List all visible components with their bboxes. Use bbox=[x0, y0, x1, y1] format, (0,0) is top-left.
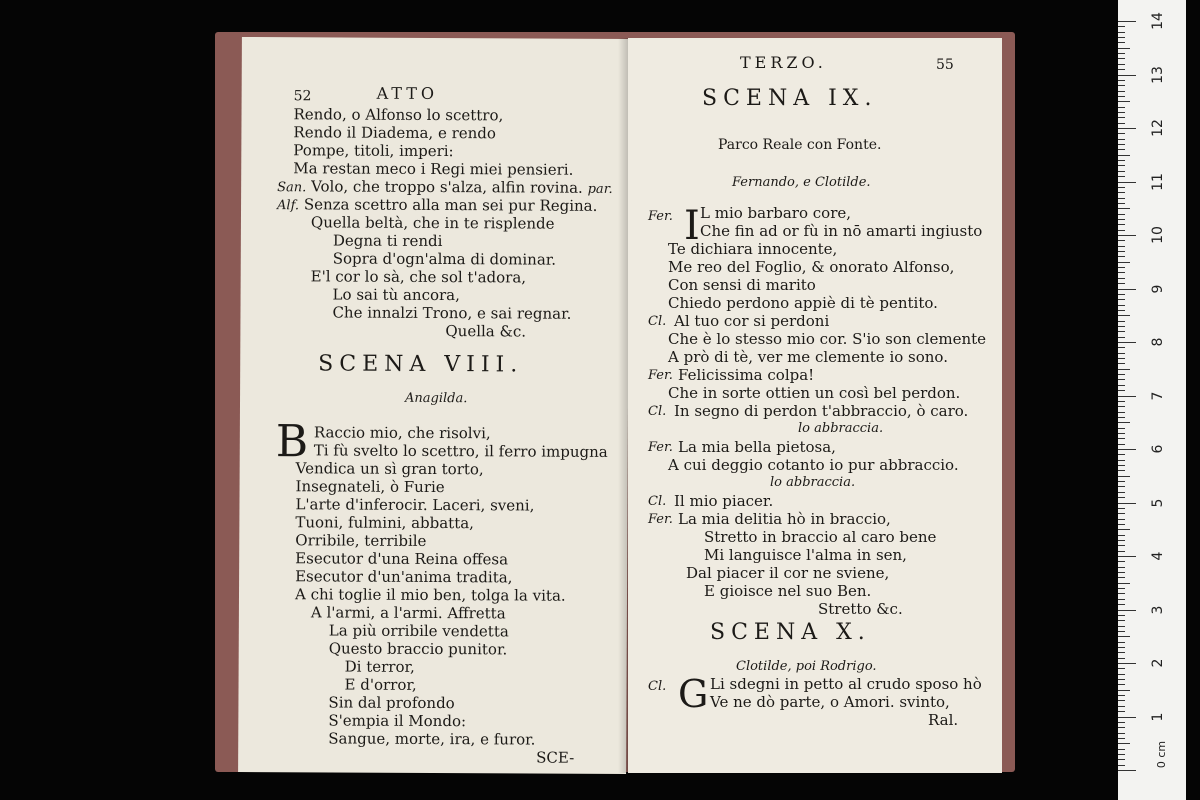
monologue-line: Tuoni, fulmini, abbatta, bbox=[295, 513, 475, 533]
speech-text: Senza scettro alla man sei pur Regina. bbox=[303, 195, 598, 215]
speech-line: Mi languisce l'alma in sen, bbox=[704, 546, 907, 564]
ruler-tick bbox=[1118, 224, 1125, 225]
ruler-tick bbox=[1118, 230, 1125, 231]
ruler-tick bbox=[1118, 101, 1130, 102]
ruler-tick bbox=[1118, 32, 1125, 33]
ruler-tick bbox=[1118, 96, 1125, 97]
ruler-tick bbox=[1118, 337, 1125, 338]
speech-line: Li sdegni in petto al crudo sposo hò bbox=[710, 675, 982, 693]
monologue-line: L'arte d'inferocir. Laceri, sveni, bbox=[295, 495, 535, 515]
ruler-number: 11 bbox=[1150, 172, 1166, 191]
ruler-tick bbox=[1118, 593, 1125, 594]
ruler-tick bbox=[1118, 374, 1125, 375]
ruler-tick bbox=[1118, 321, 1125, 322]
ruler-tick bbox=[1118, 556, 1136, 557]
left-page bbox=[238, 37, 630, 774]
ruler-tick bbox=[1118, 642, 1125, 643]
stage-direction: lo abbraccia. bbox=[798, 421, 884, 436]
ruler-tick bbox=[1118, 219, 1125, 220]
ruler-tick bbox=[1118, 422, 1130, 423]
ruler-tick bbox=[1118, 160, 1125, 161]
speech-line: Felicissima colpa! bbox=[678, 366, 815, 384]
ruler-tick bbox=[1118, 524, 1125, 525]
ruler-unit: 0 cm bbox=[1155, 740, 1169, 769]
ruler-tick bbox=[1118, 706, 1125, 707]
speech-line: Che fin ad or fù in nō amarti ingiusto bbox=[700, 222, 983, 240]
speaker-label: Cl. bbox=[648, 404, 667, 419]
monologue-line: E d'orror, bbox=[344, 675, 417, 694]
speech-text: Volo, che troppo s'alza, alfin rovina. bbox=[311, 177, 583, 197]
ruler-tick bbox=[1118, 305, 1125, 306]
ruler-tick bbox=[1118, 759, 1125, 760]
ruler-tick bbox=[1118, 267, 1125, 268]
aria-line: Sopra d'ogn'alma di dominar. bbox=[332, 249, 557, 269]
ruler-tick bbox=[1118, 433, 1125, 434]
monologue-line: Esecutor d'un'anima tradita, bbox=[295, 567, 513, 587]
ruler-tick bbox=[1118, 738, 1125, 739]
scene-character: Anagilda. bbox=[404, 390, 468, 407]
page-number: 55 bbox=[936, 57, 954, 73]
ruler-tick bbox=[1118, 203, 1125, 204]
ruler-tick bbox=[1118, 428, 1125, 429]
ruler-tick bbox=[1118, 572, 1125, 573]
speech-line: A prò di tè, ver me clemente io sono. bbox=[668, 348, 948, 366]
ruler-number: 13 bbox=[1150, 65, 1166, 84]
ruler-tick bbox=[1118, 123, 1125, 124]
ruler-tick bbox=[1118, 369, 1130, 370]
aria-end: Quella &c. bbox=[445, 322, 527, 341]
ruler-number: 1 bbox=[1150, 712, 1166, 721]
ruler-tick bbox=[1118, 599, 1125, 600]
ruler-tick bbox=[1118, 117, 1125, 118]
ruler-tick bbox=[1118, 529, 1130, 530]
catchword: SCE- bbox=[536, 748, 575, 767]
running-head: TERZO. bbox=[740, 53, 827, 72]
monologue-line: Questo braccio punitor. bbox=[328, 639, 508, 659]
ruler-tick bbox=[1118, 717, 1136, 718]
ruler-tick bbox=[1118, 503, 1136, 504]
ruler-tick bbox=[1118, 272, 1125, 273]
right-page bbox=[628, 38, 1002, 773]
speech-line: A cui deggio cotanto io pur abbraccio. bbox=[668, 456, 959, 474]
ruler-tick bbox=[1118, 198, 1125, 199]
ruler-tick bbox=[1118, 658, 1125, 659]
speaker-label: Alf. bbox=[277, 198, 300, 214]
ruler-number: 12 bbox=[1150, 119, 1166, 137]
monologue-line: Insegnateli, ò Furie bbox=[295, 477, 445, 497]
ruler-tick bbox=[1118, 182, 1136, 183]
ruler-tick bbox=[1118, 733, 1125, 734]
ruler-tick bbox=[1118, 401, 1125, 402]
ruler-tick bbox=[1118, 700, 1125, 701]
ruler-tick bbox=[1118, 347, 1125, 348]
speech-line: La mia delitia hò in braccio, bbox=[678, 510, 891, 528]
speaker-label: San. bbox=[277, 180, 307, 196]
ruler-tick bbox=[1118, 91, 1125, 92]
ruler-tick bbox=[1118, 663, 1136, 664]
ruler-tick bbox=[1118, 246, 1125, 247]
ruler-tick bbox=[1118, 155, 1130, 156]
measurement-ruler bbox=[1118, 0, 1186, 800]
ruler-tick bbox=[1118, 711, 1125, 712]
ruler-tick bbox=[1118, 331, 1125, 332]
ruler-tick bbox=[1118, 417, 1125, 418]
ruler-tick bbox=[1118, 26, 1125, 27]
ruler-tick bbox=[1118, 256, 1125, 257]
stage-direction: par. bbox=[587, 181, 613, 197]
ruler-tick bbox=[1118, 69, 1125, 70]
ruler-tick bbox=[1118, 289, 1136, 290]
speech-line: Che in sorte ottien un così bel perdon. bbox=[668, 384, 961, 402]
ruler-tick bbox=[1118, 679, 1125, 680]
ruler-tick bbox=[1118, 481, 1125, 482]
monologue-line: La più orribile vendetta bbox=[328, 621, 509, 641]
ruler-tick bbox=[1118, 149, 1125, 150]
speaker-label: Cl. bbox=[648, 494, 667, 509]
ruler-tick bbox=[1118, 358, 1125, 359]
ruler-tick bbox=[1118, 299, 1125, 300]
ruler-tick bbox=[1118, 513, 1125, 514]
ruler-tick bbox=[1118, 310, 1125, 311]
monologue-line: Di terror, bbox=[344, 657, 415, 676]
ruler-tick bbox=[1118, 315, 1130, 316]
ruler-tick bbox=[1118, 695, 1125, 696]
ruler-tick bbox=[1118, 208, 1130, 209]
drop-cap: B bbox=[275, 416, 309, 468]
ruler-tick bbox=[1118, 690, 1130, 691]
speech-line: Il mio piacer. bbox=[674, 492, 774, 510]
ruler-number: 10 bbox=[1150, 226, 1166, 244]
ruler-tick bbox=[1118, 620, 1125, 621]
ruler-tick bbox=[1118, 492, 1125, 493]
ruler-tick bbox=[1118, 406, 1125, 407]
ruler-tick bbox=[1118, 64, 1125, 65]
ruler-tick bbox=[1118, 379, 1125, 380]
ruler-tick bbox=[1118, 192, 1125, 193]
speech-line: E gioisce nel suo Ben. bbox=[704, 582, 872, 600]
ruler-tick bbox=[1118, 144, 1125, 145]
ruler-tick bbox=[1118, 107, 1125, 108]
ruler-number: 14 bbox=[1150, 12, 1166, 30]
aria-end: Stretto &c. bbox=[818, 600, 903, 618]
ruler-tick bbox=[1118, 583, 1130, 584]
aria-line: Che innalzi Trono, e sai regnar. bbox=[332, 303, 572, 323]
ruler-tick bbox=[1118, 42, 1125, 43]
ruler-number: 4 bbox=[1150, 551, 1166, 561]
ruler-tick bbox=[1118, 684, 1125, 685]
speaker-label: Fer. bbox=[648, 512, 673, 527]
ruler-tick bbox=[1118, 139, 1125, 140]
ruler-tick bbox=[1118, 465, 1125, 466]
scene-characters: Fernando, e Clotilde. bbox=[732, 175, 871, 190]
ruler-tick bbox=[1118, 53, 1125, 54]
ruler-tick bbox=[1118, 390, 1125, 391]
ruler-tick bbox=[1118, 561, 1125, 562]
ruler-tick bbox=[1118, 412, 1125, 413]
ruler-tick bbox=[1118, 444, 1125, 445]
ruler-tick bbox=[1118, 749, 1125, 750]
ruler-tick bbox=[1118, 363, 1125, 364]
monologue-line: Ti fù svelto lo scettro, il ferro impugna bbox=[313, 441, 608, 461]
ruler-tick bbox=[1118, 610, 1136, 611]
ruler-tick bbox=[1118, 551, 1125, 552]
ruler-tick bbox=[1118, 460, 1125, 461]
ruler-tick bbox=[1118, 743, 1130, 744]
speaker-label: Fer. bbox=[648, 368, 673, 383]
stage-direction: lo abbraccia. bbox=[770, 475, 856, 490]
ruler-tick bbox=[1118, 626, 1125, 627]
ruler-tick bbox=[1118, 668, 1125, 669]
ruler-tick bbox=[1118, 631, 1125, 632]
ruler-tick bbox=[1118, 342, 1136, 343]
monologue-line: Vendica un sì gran torto, bbox=[295, 459, 484, 479]
ruler-tick bbox=[1118, 396, 1136, 397]
ruler-tick bbox=[1118, 470, 1125, 471]
verse-line: Pompe, titoli, imperi: bbox=[293, 141, 454, 161]
ruler-tick bbox=[1118, 353, 1125, 354]
ruler-tick bbox=[1118, 727, 1125, 728]
speech-line: In segno di perdon t'abbraccio, ò caro. bbox=[674, 402, 969, 420]
ruler-tick bbox=[1118, 508, 1125, 509]
ruler-tick bbox=[1118, 765, 1125, 766]
ruler-number: 5 bbox=[1150, 498, 1166, 507]
ruler-tick bbox=[1118, 636, 1130, 637]
ruler-number: 6 bbox=[1150, 444, 1166, 454]
ruler-tick bbox=[1118, 674, 1125, 675]
page-number: 52 bbox=[293, 88, 312, 105]
ruler-tick bbox=[1118, 48, 1130, 49]
speaker-label: Fer. bbox=[648, 209, 673, 224]
ruler-number: 9 bbox=[1150, 284, 1166, 293]
ruler-tick bbox=[1118, 588, 1125, 589]
speech-line: La mia bella pietosa, bbox=[678, 438, 836, 456]
ruler-number: 3 bbox=[1150, 605, 1166, 614]
ruler-number: 2 bbox=[1150, 658, 1166, 668]
speech-line: Con sensi di marito bbox=[668, 276, 816, 294]
ruler-number: 8 bbox=[1150, 337, 1166, 347]
ruler-tick bbox=[1118, 385, 1125, 386]
ruler-tick bbox=[1118, 37, 1125, 38]
ruler-tick bbox=[1118, 187, 1125, 188]
aria-line: Quella beltà, che in te risplende bbox=[310, 213, 555, 233]
scene-title: SCENA IX. bbox=[702, 86, 878, 111]
ruler-tick bbox=[1118, 615, 1125, 616]
ruler-tick bbox=[1118, 540, 1125, 541]
ruler-tick bbox=[1118, 58, 1125, 59]
ruler-tick bbox=[1118, 80, 1125, 81]
speaker-label: Cl. bbox=[648, 314, 667, 329]
ruler-tick bbox=[1118, 567, 1125, 568]
ruler-tick bbox=[1118, 770, 1136, 771]
drop-cap: G bbox=[678, 672, 709, 716]
speech-line: Dal piacer il cor ne sviene, bbox=[686, 564, 890, 582]
ruler-tick bbox=[1118, 176, 1125, 177]
monologue-line: Orribile, terribile bbox=[295, 531, 427, 550]
monologue-line: Raccio mio, che risolvi, bbox=[313, 423, 491, 443]
ruler-tick bbox=[1118, 476, 1130, 477]
scene-characters: Clotilde, poi Rodrigo. bbox=[736, 659, 877, 674]
ruler-tick bbox=[1118, 604, 1125, 605]
ruler-number: 7 bbox=[1150, 391, 1166, 400]
ruler-tick bbox=[1118, 112, 1125, 113]
ruler-tick bbox=[1118, 214, 1125, 215]
ruler-tick bbox=[1118, 497, 1125, 498]
speech-line: Stretto in braccio al caro bene bbox=[704, 528, 937, 546]
ruler-tick bbox=[1118, 128, 1136, 129]
verse-line: Rendo il Diadema, e rendo bbox=[293, 123, 497, 143]
speech-line: Al tuo cor si perdoni bbox=[674, 312, 830, 330]
speech-line: Me reo del Foglio, & onorato Alfonso, bbox=[668, 258, 955, 276]
ruler-tick bbox=[1118, 75, 1136, 76]
ruler-tick bbox=[1118, 278, 1125, 279]
verse-line: Ma restan meco i Regi miei pensieri. bbox=[293, 159, 574, 179]
speech-line: Ve ne dò parte, o Amori. svinto, bbox=[710, 693, 950, 711]
ruler-tick bbox=[1118, 722, 1125, 723]
speech-line: Te dichiara innocente, bbox=[668, 240, 838, 258]
ruler-tick bbox=[1118, 283, 1125, 284]
ruler-tick bbox=[1118, 438, 1125, 439]
ruler-tick bbox=[1118, 535, 1125, 536]
ruler-tick bbox=[1118, 652, 1125, 653]
verse-line: Rendo, o Alfonso lo scettro, bbox=[293, 105, 504, 125]
ruler-tick bbox=[1118, 577, 1125, 578]
ruler-tick bbox=[1118, 21, 1136, 22]
scene-title: SCENA VIII. bbox=[318, 351, 524, 378]
ruler-tick bbox=[1118, 165, 1125, 166]
aria-line: Degna ti rendi bbox=[332, 231, 443, 251]
ruler-tick bbox=[1118, 545, 1125, 546]
ruler-tick bbox=[1118, 171, 1125, 172]
scene-setting: Parco Reale con Fonte. bbox=[718, 137, 882, 153]
speech-line: Che è lo stesso mio cor. S'io son clemente bbox=[668, 330, 987, 348]
monologue-line: A chi toglie il mio ben, tolga la vita. bbox=[294, 585, 566, 605]
monologue-line: Esecutor d'una Reina offesa bbox=[295, 549, 509, 569]
ruler-tick bbox=[1118, 486, 1125, 487]
ruler-tick bbox=[1118, 240, 1125, 241]
ruler-tick bbox=[1118, 519, 1125, 520]
speech-line: L mio barbaro core, bbox=[700, 204, 852, 222]
speaker-label: Fer. bbox=[648, 440, 673, 455]
ruler-tick bbox=[1118, 449, 1136, 450]
ruler-tick bbox=[1118, 454, 1125, 455]
monologue-line: Sin dal profondo bbox=[328, 693, 455, 713]
speaker-label: Cl. bbox=[648, 679, 667, 694]
catchword: Ral. bbox=[928, 711, 959, 729]
monologue-line: S'empia il Mondo: bbox=[328, 711, 467, 731]
ruler-tick bbox=[1118, 326, 1125, 327]
scene-title: SCENA X. bbox=[710, 620, 871, 645]
ruler-tick bbox=[1118, 85, 1125, 86]
ruler-tick bbox=[1118, 262, 1130, 263]
aria-line: E'l cor lo sà, che sol t'adora, bbox=[310, 267, 527, 287]
ruler-tick bbox=[1118, 133, 1125, 134]
aria-line: Lo sai tù ancora, bbox=[332, 285, 460, 305]
monologue-line: Sangue, morte, ira, e furor. bbox=[328, 729, 536, 749]
ruler-tick bbox=[1118, 754, 1125, 755]
ruler-tick bbox=[1118, 235, 1136, 236]
drop-cap: I bbox=[684, 203, 700, 249]
ruler-tick bbox=[1118, 251, 1125, 252]
ruler-tick bbox=[1118, 647, 1125, 648]
ruler-tick bbox=[1118, 294, 1125, 295]
monologue-line: A l'armi, a l'armi. Affretta bbox=[310, 603, 506, 623]
speech-line: Chiedo perdono appiè di tè pentito. bbox=[668, 294, 938, 312]
running-head: ATTO bbox=[376, 83, 439, 104]
